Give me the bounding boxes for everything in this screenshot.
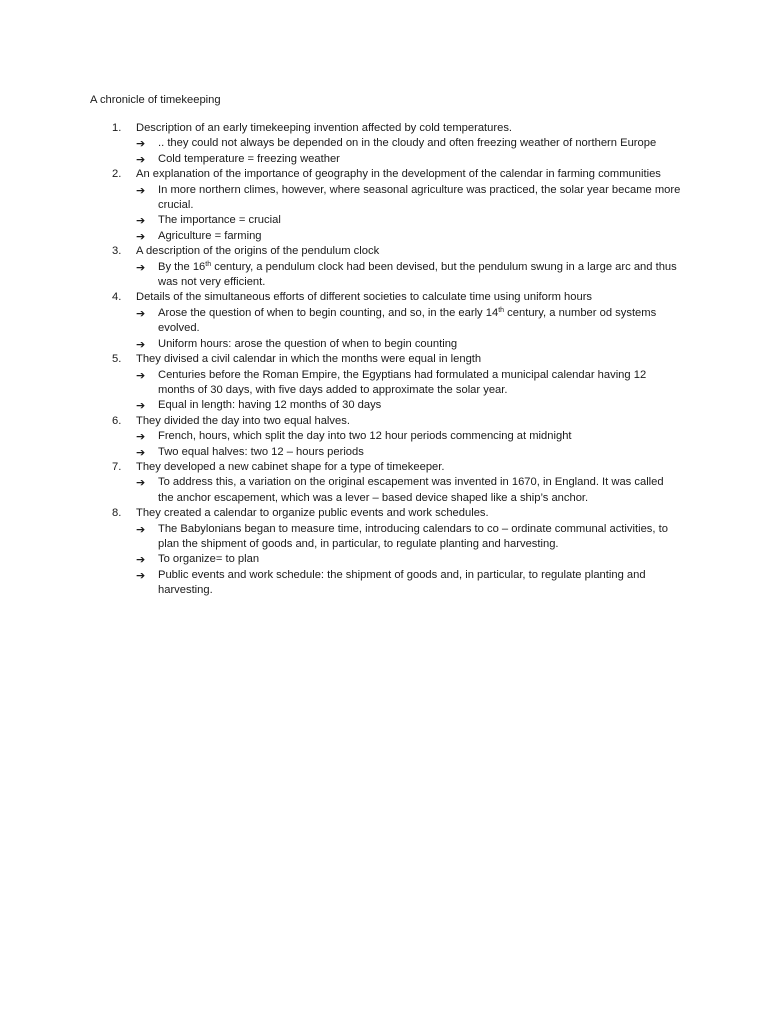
arrow-bullet-icon: ➔ <box>136 445 146 459</box>
item-number: 7. <box>112 460 122 473</box>
sub-point-text: Centuries before the Roman Empire, the Egyptians had formulated a municipal calendar having 12 months of 30 days, with five days added to approximate the solar year. <box>158 368 647 396</box>
sub-point-text <box>158 260 684 291</box>
sub-point-text <box>158 306 684 337</box>
arrow-bullet-icon: ➔ <box>136 553 146 567</box>
item-heading: An explanation of the importance of geography in the development of the calendar in farming communities <box>136 168 661 181</box>
item-number: 6. <box>112 414 122 427</box>
outline-item <box>0 167 768 182</box>
sub-point <box>0 398 768 413</box>
sub-point-text: In more northern climes, however, where seasonal agriculture was practiced, the solar year became more crucial. <box>158 183 681 212</box>
sub-point <box>0 522 768 553</box>
arrow-bullet-icon: ➔ <box>136 229 146 243</box>
sub-point <box>0 136 768 151</box>
sub-point-text: Equal in length: having 12 months of 30 days <box>158 399 382 412</box>
arrow-bullet-icon: ➔ <box>136 522 146 536</box>
sub-point-text: Uniform hours: arose the question of when to begin counting <box>158 337 458 350</box>
sub-point <box>0 229 768 244</box>
sub-point-text: Agriculture = farming <box>158 229 262 242</box>
sub-point <box>0 260 768 291</box>
sub-point <box>0 213 768 228</box>
arrow-bullet-icon: ➔ <box>136 260 146 274</box>
arrow-bullet-icon: ➔ <box>136 337 146 351</box>
item-number: 2. <box>112 168 122 181</box>
item-number: 4. <box>112 291 122 304</box>
sub-point <box>0 568 768 599</box>
document-title: A chronicle of timekeeping <box>90 94 221 106</box>
arrow-bullet-icon: ➔ <box>136 152 146 166</box>
sub-point <box>0 152 768 167</box>
sub-point-text: .. they could not always be depended on in the cloudy and often freezing weather of northern Europe <box>158 137 657 150</box>
sub-point-text-part: century, a number od systems evolved. <box>158 306 657 335</box>
sub-point-text: The Babylonians began to measure time, introducing calendars to co – ordinate communal activities, to plan the shipment of goods and, in particular, to regulate planting and harvesting. <box>158 522 668 550</box>
outline-item <box>0 121 768 136</box>
item-number: 8. <box>112 507 122 520</box>
sub-point-text: The importance = crucial <box>158 214 281 227</box>
sub-point <box>0 445 768 460</box>
arrow-bullet-icon: ➔ <box>136 214 146 228</box>
numbered-outline <box>0 121 768 599</box>
sub-point <box>0 337 768 352</box>
item-number: 5. <box>112 353 122 366</box>
sub-point-text-part: By the 16 <box>158 260 206 273</box>
sub-point <box>0 429 768 444</box>
item-heading: They created a calendar to organize public events and work schedules. <box>136 507 489 520</box>
outline-item <box>0 290 768 305</box>
arrow-bullet-icon: ➔ <box>136 137 146 151</box>
arrow-bullet-icon: ➔ <box>136 430 146 444</box>
sub-point <box>0 183 768 214</box>
item-heading: A description of the origins of the pendulum clock <box>136 245 380 258</box>
item-heading: Details of the simultaneous efforts of different societies to calculate time using uniform hours <box>136 291 593 304</box>
sub-point <box>0 368 768 399</box>
sub-point <box>0 552 768 567</box>
item-heading: Description of an early timekeeping invention affected by cold temperatures. <box>136 122 513 134</box>
item-heading: They divided the day into two equal halves. <box>136 414 350 427</box>
sub-point <box>0 306 768 337</box>
sub-point-text: To organize= to plan <box>158 553 260 566</box>
sub-point-text-part: Arose the question of when to begin counting, and so, in the early 14 <box>158 306 499 319</box>
outline-item <box>0 352 768 367</box>
arrow-bullet-icon: ➔ <box>136 568 146 582</box>
sub-point-text-part: century, a pendulum clock had been devised, but the pendulum swung in a large arc and thus was not very efficient. <box>158 260 677 289</box>
sub-point-text: French, hours, which split the day into two 12 hour periods commencing at midnight <box>158 430 572 443</box>
outline-item <box>0 460 768 475</box>
arrow-bullet-icon: ➔ <box>136 368 146 382</box>
sub-point-text: Public events and work schedule: the shipment of goods and, in particular, to regulate planting and harvesting. <box>158 568 646 597</box>
outline-item <box>0 244 768 259</box>
arrow-bullet-icon: ➔ <box>136 476 146 490</box>
sub-point-text: To address this, a variation on the original escapement was invented in 1670, in England. It was called the anchor escapement, which was a lever – based device shaped like a ship’s anchor. <box>158 476 664 504</box>
ordinal-superscript: th <box>498 306 505 314</box>
item-number: 3. <box>112 245 122 258</box>
item-number: 1. <box>112 122 122 134</box>
sub-point-text: Cold temperature = freezing weather <box>158 152 340 165</box>
sub-point <box>0 475 768 506</box>
arrow-bullet-icon: ➔ <box>136 306 146 320</box>
ordinal-superscript: th <box>205 260 212 268</box>
arrow-bullet-icon: ➔ <box>136 183 146 197</box>
arrow-bullet-icon: ➔ <box>136 399 146 413</box>
sub-point-text: Two equal halves: two 12 – hours periods <box>158 445 364 458</box>
outline-item <box>0 414 768 429</box>
item-heading: They developed a new cabinet shape for a type of timekeeper. <box>136 460 445 473</box>
item-heading: They divised a civil calendar in which the months were equal in length <box>136 353 482 366</box>
outline-item <box>0 506 768 521</box>
